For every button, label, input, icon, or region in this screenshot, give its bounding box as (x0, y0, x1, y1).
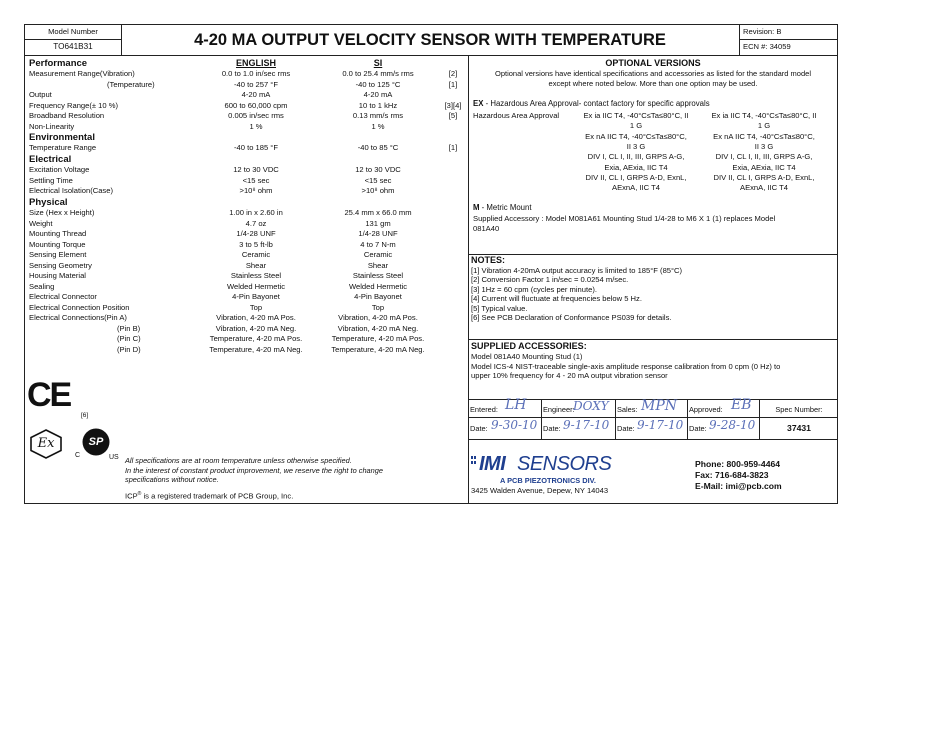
approved-signature: EB (731, 397, 752, 413)
spec-note: [1] (448, 143, 458, 152)
optional-versions-title: OPTIONAL VERSIONS (605, 58, 701, 68)
approvals-bottom-line (468, 439, 837, 440)
footer-line-1: All specifications are at room temperature unless otherwise specified. (125, 456, 352, 465)
spec-label: Electrical Connections(Pin A) (29, 313, 127, 322)
header-divider (25, 55, 837, 56)
model-divider (25, 39, 121, 40)
spec-row-non-linearity (25, 122, 495, 133)
spec-english: Vibration, 4-20 mA Neg. (215, 323, 297, 333)
spec-english: 600 to 60,000 cpm (224, 100, 288, 110)
spec-number-label: Spec Number: (775, 405, 823, 414)
ce-mark-logo: CE (27, 376, 71, 414)
spec-row-output (25, 90, 495, 101)
hazardous-area-label: Hazardous Area Approval (473, 111, 560, 120)
imi-logo-mark-icon (471, 455, 477, 471)
date-label-entered: Date: (470, 424, 488, 433)
date-sales: 9-17-10 (637, 418, 684, 432)
spec-label: Excitation Voltage (29, 165, 90, 174)
approval-line: Exia, AExia, IIC T4 (604, 162, 668, 172)
imi-logo: IMI (479, 453, 506, 475)
spec-english: -40 to 257 °F (234, 79, 278, 89)
date-engineer: 9-17-10 (563, 418, 610, 432)
model-number: TO641B31 (53, 42, 93, 51)
spec-row-measurement-range-temperature (25, 80, 495, 91)
engineer-label: Engineer: (543, 405, 575, 414)
note-4: [4] Current will fluctuate at frequencies below 5 Hz. (471, 294, 642, 304)
option-ex-heading (473, 99, 710, 109)
company-phone: Phone: 800-959-4464 (695, 459, 781, 469)
spec-si: 12 to 30 VDC (355, 165, 401, 174)
spec-row-size (25, 208, 495, 219)
sales-signature: MPN (641, 398, 678, 414)
spec-english: Temperature, 4-20 mA Pos. (209, 334, 303, 343)
spec-row-sensing-geometry (25, 261, 495, 272)
spec-label: (Temperature) (107, 79, 155, 89)
option-m-heading (473, 203, 532, 213)
spec-english: Vibration, 4-20 mA Pos. (216, 313, 296, 322)
approval-line: DIV II, CL I, GRPS A-D, ExnL, (713, 172, 815, 182)
spec-row-electrical-connection-position (25, 303, 495, 314)
approvals-v3 (687, 399, 688, 439)
spec-label: Temperature Range (29, 143, 97, 152)
spec-si: 4-20 mA (363, 90, 393, 99)
spec-english: 0.0 to 1.0 in/sec rms (221, 69, 291, 78)
note-6: [6] See PCB Declaration of Conformance PS039 for details. (471, 313, 672, 322)
note-5: [5] Typical value. (471, 303, 528, 313)
note-2: [2] Conversion Factor 1 in/sec = 0.0254 m/sec. (471, 275, 629, 285)
spec-english: Stainless Steel (230, 271, 282, 280)
spec-label: Weight (29, 218, 53, 228)
column-english: ENGLISH (235, 58, 276, 68)
spec-english: 0.005 in/sec rms (228, 111, 284, 120)
spec-label: Settling Time (29, 175, 73, 185)
spec-row-housing-material (25, 271, 495, 282)
model-number-label: Model Number (48, 27, 98, 36)
header-divider-v2 (739, 25, 740, 55)
spec-row-pin-d (25, 345, 495, 356)
approval-line: 1 G (629, 121, 643, 131)
spec-english: 1.00 in x 2.60 in (229, 208, 283, 217)
spec-row-mounting-torque (25, 240, 495, 251)
spec-english: -40 to 185 °F (234, 143, 278, 152)
option-m-line-1: Supplied Accessory : Model M081A61 Mounting Stud 1/4-28 to M6 X 1 (1) replaces Model (473, 213, 776, 223)
section-environmental: Environmental (29, 132, 95, 143)
ecn-number: ECN #: 34059 (743, 42, 791, 51)
spec-si: Top (371, 302, 385, 312)
date-label-engineer: Date: (543, 424, 561, 433)
registered-mark-icon: ® (137, 491, 142, 497)
spec-english: 3 to 5 ft-lb (239, 239, 273, 249)
notes-divider (468, 254, 837, 255)
accessories-divider (468, 339, 837, 340)
spec-row-broadband-resolution (25, 111, 495, 122)
spec-si: 25.4 mm x 66.0 mm (344, 208, 412, 217)
sensors-logo: SENSORS (517, 453, 612, 475)
company-fax: Fax: 716-684-3823 (695, 470, 769, 480)
icp-trademark-note (125, 489, 293, 502)
spec-row-frequency-range (25, 101, 495, 112)
page-title: 4-20 MA OUTPUT VELOCITY SENSOR WITH TEMPERATURE (194, 31, 666, 49)
optional-intro-line-1: Optional versions have identical specifications and accessories as listed for the standard model (494, 69, 811, 78)
accessory-line-3: upper 10% frequency for 4 - 20 mA output vibration sensor (471, 371, 668, 381)
spec-label: Size (Hex x Height) (29, 208, 95, 217)
note-1: [1] Vibration 4-20mA output accuracy is limited to 185°F (85°C) (471, 266, 683, 275)
spec-row-settling-time (25, 176, 495, 187)
approval-line: II 3 G (626, 141, 646, 151)
spec-si: 131 gm (365, 218, 391, 228)
sales-label: Sales: (617, 405, 638, 414)
division-label: A PCB PIEZOTRONICS DIV. (500, 476, 596, 485)
csa-c-label: C (75, 452, 81, 459)
spec-note: [2] (448, 69, 458, 78)
option-m-title: - Metric Mount (479, 203, 532, 212)
spec-sheet (24, 24, 838, 504)
approval-line: Ex ia IIC T4, -40°C≤Ta≤80°C, II (583, 111, 689, 120)
spec-row-measurement-range-vibration (25, 69, 495, 80)
spec-label: Output (29, 90, 52, 99)
approvals-v2 (615, 399, 616, 439)
revision: Revision: B (743, 27, 782, 36)
csa-us-label: US (109, 454, 119, 461)
spec-si: Shear (367, 260, 389, 270)
spec-label: (Pin B) (117, 323, 141, 333)
approval-line: Ex nA IIC T4, -40°C≤Ta≤80°C, (585, 131, 687, 141)
date-approved: 9-28-10 (709, 418, 756, 432)
approval-line: II 3 G (754, 141, 774, 151)
option-m-line-2: 081A40 (473, 223, 500, 233)
spec-label: Housing Material (29, 271, 86, 280)
spec-si: Stainless Steel (352, 271, 404, 280)
approval-line: Ex nA IIC T4, -40°C≤Ta≤80°C, (713, 131, 815, 141)
spec-si: 4-Pin Bayonet (354, 292, 402, 301)
spec-si: 10 to 1 kHz (358, 100, 398, 110)
entered-label: Entered: (470, 405, 498, 414)
column-si: SI (373, 58, 383, 68)
approval-line: DIV I, CL I, II, III, GRPS A-G, (587, 152, 685, 162)
spec-si: Temperature, 4-20 mA Neg. (331, 344, 425, 354)
spec-row-sensing-element (25, 250, 495, 261)
icp-label: ICP (125, 491, 138, 501)
spec-english: 1 % (249, 121, 263, 131)
ex-hazardous-icon (29, 429, 63, 459)
option-ex-code: EX (473, 99, 484, 108)
spec-english: 4.7 oz (245, 218, 267, 228)
spec-english: 4-20 mA (241, 90, 271, 99)
approval-line: AExnA, IIC T4 (612, 183, 660, 193)
spec-note: [3][4] (444, 100, 462, 110)
spec-row-pin-b (25, 324, 495, 335)
approval-line: Ex ia IIC T4, -40°C≤Ta≤80°C, II (711, 111, 817, 120)
footer-line-3: specifications without notice. (125, 475, 219, 484)
spec-english: Welded Hermetic (226, 281, 286, 291)
spec-si: -40 to 85 °C (357, 143, 399, 152)
spec-label: Electrical Connection Position (29, 302, 130, 312)
spec-label: Mounting Torque (29, 239, 86, 249)
optional-intro-line-2: except where noted below. More than one option may be used. (548, 79, 758, 88)
spec-label: Broadband Resolution (29, 111, 105, 120)
spec-si: Welded Hermetic (348, 281, 408, 291)
spec-si: 0.13 mm/s rms (352, 111, 404, 120)
csa-logo (75, 427, 119, 461)
spec-label: (Pin C) (117, 334, 141, 343)
footer-line-2: In the interest of constant product improvement, we reserve the right to change (125, 465, 383, 475)
spec-row-sealing (25, 282, 495, 293)
spec-english: >10⁸ ohm (239, 186, 273, 195)
spec-row-temperature-range (25, 143, 495, 154)
company-address: 3425 Walden Avenue, Depew, NY 14043 (471, 486, 609, 495)
spec-label: Frequency Range(± 10 %) (29, 100, 119, 110)
accessories-title: SUPPLIED ACCESSORIES: (471, 341, 587, 351)
spec-si: 1 % (371, 121, 385, 131)
date-entered: 9-30-10 (491, 418, 538, 432)
spec-label: Sensing Element (29, 250, 87, 259)
option-ex-title: - Hazardous Area Approval- contact factory for specific approvals (483, 99, 710, 108)
accessory-line-2: Model ICS-4 NIST-traceable single-axis amplitude response calibration from 0 cpm (0 Hz) to (471, 361, 781, 371)
spec-label: (Pin D) (117, 344, 141, 354)
ex-label: Ex (37, 436, 55, 451)
spec-row-pin-c (25, 334, 495, 345)
spec-si: 4 to 7 N-m (360, 239, 396, 249)
option-m-code: M (473, 203, 480, 212)
spec-row-electrical-isolation (25, 186, 495, 197)
spec-si: Ceramic (363, 250, 393, 259)
spec-row-mounting-thread (25, 229, 495, 240)
note-3: [3] 1Hz = 60 cpm (cycles per minute). (471, 284, 597, 294)
entered-signature: LH (505, 397, 527, 413)
spec-label: Electrical Isolation(Case) (29, 186, 113, 195)
spec-label: Sealing (29, 281, 55, 291)
approval-line: AExnA, IIC T4 (740, 183, 788, 193)
approvals-v1 (541, 399, 542, 439)
spec-english: Shear (245, 260, 267, 270)
engineer-signature: DOXY (573, 399, 609, 413)
approved-label: Approved: (689, 405, 723, 414)
spec-row-weight (25, 219, 495, 230)
revision-divider (739, 39, 837, 40)
spec-label: Measurement Range(Vibration) (29, 69, 135, 78)
spec-note: [5] (448, 111, 458, 120)
approval-line: Exia, AExia, IIC T4 (732, 162, 796, 172)
section-performance: Performance (29, 58, 88, 69)
date-label-approved: Date: (689, 424, 707, 433)
spec-si: >10⁸ ohm (361, 186, 395, 195)
spec-english: 12 to 30 VDC (233, 165, 279, 174)
company-email: E-Mail: imi@pcb.com (695, 481, 782, 491)
section-electrical: Electrical (29, 154, 72, 165)
spec-si: <15 sec (364, 175, 392, 185)
spec-row-excitation-voltage (25, 165, 495, 176)
spec-english: Ceramic (241, 250, 271, 259)
spec-row-electrical-connector (25, 292, 495, 303)
spec-si: 0.0 to 25.4 mm/s rms (342, 69, 414, 78)
spec-label: Electrical Connector (29, 292, 97, 301)
spec-label: Sensing Geometry (29, 260, 92, 270)
spec-si: -40 to 125 °C (355, 79, 401, 89)
approval-line: DIV I, CL I, II, III, GRPS A-G, (715, 152, 813, 162)
ce-note: [6] (81, 412, 89, 419)
accessory-line-1: Model 081A40 Mounting Stud (1) (471, 352, 583, 361)
notes-title: NOTES: (471, 255, 506, 265)
spec-si: Vibration, 4-20 mA Neg. (337, 323, 419, 333)
spec-si: Temperature, 4-20 mA Pos. (331, 334, 425, 343)
spec-row-pin-a (25, 313, 495, 324)
approvals-v4 (759, 399, 760, 439)
spec-english: Temperature, 4-20 mA Neg. (209, 344, 303, 354)
approval-line: DIV II, CL I, GRPS A-D, ExnL, (585, 172, 687, 182)
spec-label: Mounting Thread (29, 229, 87, 238)
spec-note: [1] (448, 79, 458, 89)
spec-english: 1/4-28 UNF (236, 229, 276, 238)
spec-label: Non-Linearity (29, 121, 75, 131)
csa-label: SP (88, 436, 104, 448)
spec-number: 37431 (787, 423, 811, 433)
spec-english: Top (249, 302, 263, 312)
spec-si: Vibration, 4-20 mA Pos. (338, 313, 418, 322)
spec-english: 4-Pin Bayonet (232, 292, 280, 301)
icp-trademark-text: is a registered trademark of PCB Group, Inc. (141, 491, 294, 501)
date-label-sales: Date: (617, 424, 635, 433)
spec-si: 1/4-28 UNF (358, 229, 398, 238)
section-physical: Physical (29, 197, 68, 208)
approval-line: 1 G (757, 121, 771, 131)
spec-english: <15 sec (242, 175, 270, 185)
